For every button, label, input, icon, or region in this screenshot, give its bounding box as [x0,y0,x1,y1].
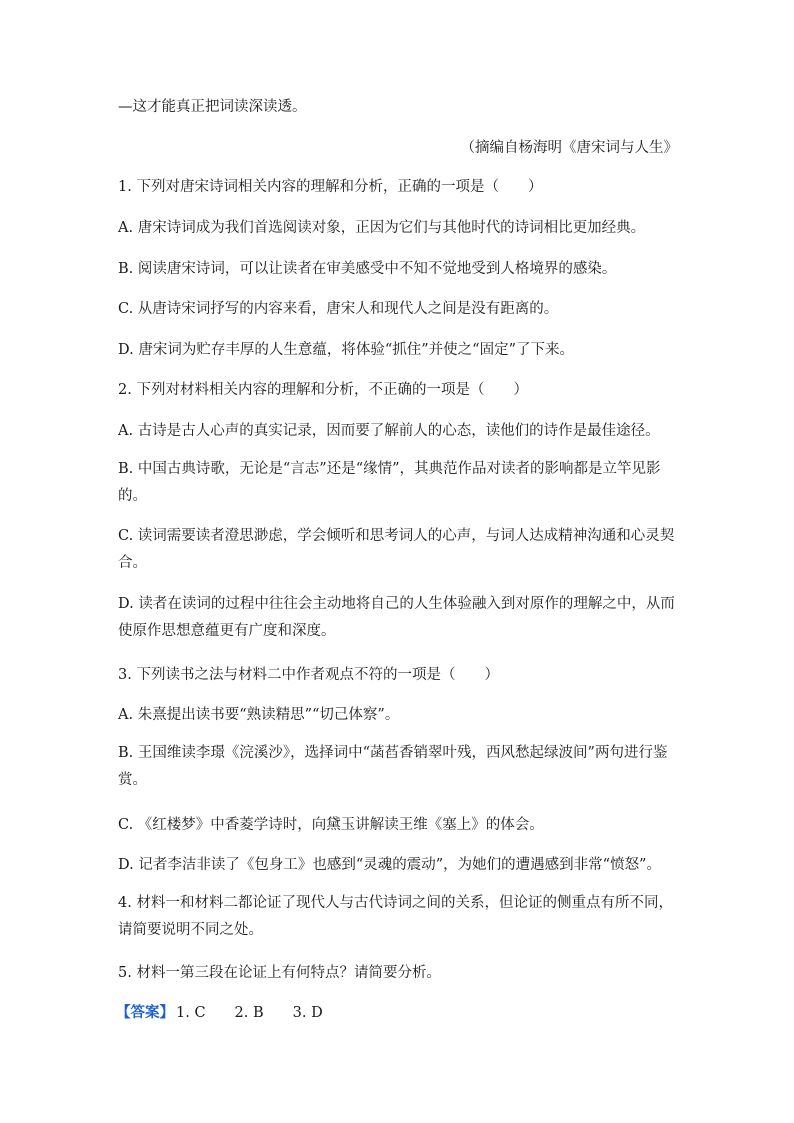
question-1-option-b: B. 阅读唐宋诗词，可以让读者在审美感受中不知不觉地受到人格境界的感染。 [118,261,617,277]
question-2-option-d: D. 读者在读词的过程中往往会主动地将自己的人生体验融入到对原作的理解之中，从而使原作思想意蕴更有广度和深度。 [118,596,675,639]
question-3-option-d: D. 记者李洁非读了《包身工》也感到“灵魂的震动”，为她们的遭遇感到非常“愤怒”。 [118,857,661,873]
question-3-option-b: B. 王国维读李璟《浣溪沙》，选择词中“菡萏香销翠叶残，西风愁起绿波间”两句进行鉴赏。 [118,745,668,788]
question-2-option-a: A. 古诗是古人心声的真实记录，因而要了解前人的心态，读他们的诗作是最佳途径。 [118,423,660,439]
question-1-option-a: A. 唐宋诗词成为我们首选阅读对象，正因为它们与其他时代的诗词相比更加经典。 [118,220,646,236]
intro-tail: —这才能真正把词读深读透。 [118,99,307,115]
question-1-option-d: D. 唐宋词为贮存丰厚的人生意蕴，将体验“抓住”并使之“固定”了下来。 [118,342,574,358]
question-3-option-a: A. 朱熹提出读书要“熟读精思”“切己体察”。 [118,707,400,723]
question-3-stem: 3. 下列读书之法与材料二中作者观点不符的一项是（ ） [118,667,499,683]
question-5: 5. 材料一第三段在论证上有何特点？请简要分析。 [118,965,441,981]
answer-text: 1. C 2. B 3. D [176,1005,323,1021]
answer-line [116,1003,676,1023]
answer-tag: 【答案】 [116,1004,174,1021]
question-4: 4. 材料一和材料二都论证了现代人与古代诗词之间的关系，但论证的侧重点有所不同，请简要说明不同之处。 [118,895,673,938]
question-2-stem: 2. 下列对材料相关内容的理解和分析，不正确的一项是（ ） [118,382,528,398]
question-1-option-c: C. 从唐诗宋词抒写的内容来看，唐宋人和现代人之间是没有距离的。 [118,301,559,317]
question-2-option-b: B. 中国古典诗歌，无论是“言志”还是“缘情”，其典范作品对读者的影响都是立竿见影的。 [118,461,661,504]
source-citation: （摘编自杨海明《唐宋词与人生》 [460,140,678,156]
question-1-stem: 1. 下列对唐宋诗词相关内容的理解和分析，正确的一项是（ ） [118,179,543,195]
question-3-option-c: C. 《红楼梦》中香菱学诗时，向黛玉讲解读王维《塞上》的体会。 [118,817,544,833]
question-2-option-c: C. 读词需要读者澄思渺虑，学会倾听和思考词人的心声，与词人达成精神沟通和心灵契合。 [118,528,675,571]
